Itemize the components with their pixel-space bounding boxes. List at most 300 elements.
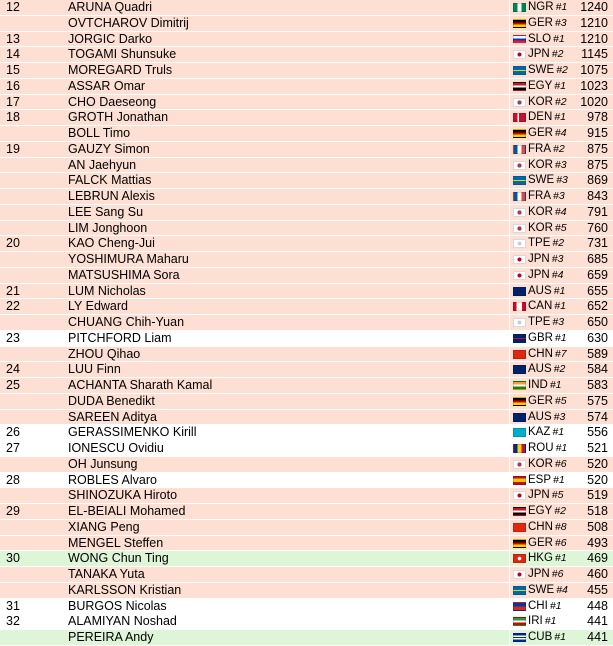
country-cell [513, 205, 579, 220]
player-name: ALAMIYAN Noshad [68, 614, 177, 629]
country-cell [513, 79, 579, 94]
kor-flag-icon [513, 224, 526, 233]
fra-flag-icon [513, 145, 526, 154]
country-code: CAN [528, 300, 553, 313]
cub-flag-icon [513, 633, 526, 642]
country-code: ESP [528, 473, 552, 486]
country-code: AUS [528, 363, 552, 376]
column-divider [509, 63, 510, 78]
country-cell [513, 16, 579, 31]
table-row [0, 63, 613, 79]
country-cell [513, 347, 579, 362]
country-code: CHN [528, 520, 553, 533]
column-divider [509, 599, 510, 614]
kor-flag-icon [513, 161, 526, 170]
points-cell: 521 [587, 441, 608, 455]
country-code: TPE [528, 237, 551, 250]
ger-flag-icon [513, 539, 526, 548]
table-row [0, 299, 613, 315]
player-name: BURGOS Nicolas [68, 598, 167, 613]
player-name: KAO Cheng-Jui [68, 236, 155, 251]
country-rank: #8 [554, 520, 567, 533]
country-cell [513, 268, 579, 283]
country-code: EGY [528, 505, 553, 517]
points-cell: 791 [587, 204, 608, 219]
table-row [0, 142, 613, 158]
country-cell [513, 126, 579, 141]
table-row [0, 394, 613, 410]
points-cell: 1145 [581, 47, 608, 62]
column-divider [509, 268, 510, 283]
player-name: FALCK Mattias [68, 173, 152, 188]
country-rank: #5 [551, 489, 564, 502]
country-cell [513, 630, 579, 645]
country-code: KOR [528, 158, 553, 171]
points-cell: 469 [587, 551, 608, 566]
player-name: LEBRUN Alexis [68, 189, 155, 203]
column-divider [509, 410, 510, 425]
country-rank: #1 [554, 552, 567, 565]
aus-flag-icon [513, 365, 526, 374]
column-divider [509, 504, 510, 519]
points-cell: 731 [587, 236, 608, 251]
player-name: MATSUSHIMA Sora [68, 267, 180, 282]
points-cell: 1075 [580, 63, 608, 77]
points-cell: 655 [587, 283, 608, 298]
rank-cell: 23 [6, 330, 20, 345]
table-row [0, 126, 613, 142]
points-cell: 583 [587, 378, 608, 392]
rank-cell: 32 [6, 614, 20, 629]
country-rank: #1 [553, 32, 565, 45]
points-cell: 460 [587, 567, 608, 581]
column-divider [509, 520, 510, 535]
player-name: XIANG Peng [68, 519, 140, 534]
country-code: GER [528, 536, 553, 549]
table-row [0, 583, 613, 599]
player-name: TOGAMI Shunsuke [68, 47, 177, 62]
country-code: JPN [528, 489, 550, 502]
column-divider [509, 32, 510, 47]
swe-flag-icon [513, 66, 526, 75]
country-cell [513, 425, 579, 440]
country-rank: #1 [549, 599, 562, 612]
kor-flag-icon [513, 98, 526, 107]
rank-cell: 15 [6, 63, 20, 77]
country-code: KAZ [528, 426, 551, 439]
country-rank: #5 [554, 394, 567, 407]
rank-cell: 16 [6, 78, 20, 93]
country-rank: #6 [554, 457, 567, 470]
column-divider [509, 126, 510, 141]
country-code: IRI [528, 615, 543, 628]
column-divider [509, 583, 510, 598]
rank-cell: 30 [6, 551, 20, 566]
country-rank: #1 [553, 473, 565, 486]
country-rank: #4 [554, 127, 567, 139]
country-cell [513, 473, 579, 488]
country-code: KOR [528, 221, 553, 234]
column-divider [509, 205, 510, 220]
country-cell [513, 0, 579, 15]
country-cell [513, 583, 579, 598]
points-cell: 493 [587, 535, 608, 550]
egy-flag-icon [513, 507, 526, 516]
country-rank: #2 [551, 48, 564, 61]
column-divider [509, 173, 510, 188]
ger-flag-icon [513, 19, 526, 28]
country-cell [513, 504, 579, 519]
player-name: SAREEN Aditya [68, 409, 157, 424]
country-code: ROU [528, 442, 554, 454]
country-code: DEN [528, 111, 553, 124]
player-name: SHINOZUKA Hiroto [68, 488, 178, 503]
country-rank: #5 [554, 221, 567, 234]
country-cell [513, 520, 579, 535]
table-row [0, 16, 613, 32]
player-name: ROBLES Alvaro [68, 472, 157, 487]
kor-flag-icon [513, 208, 526, 217]
table-row [0, 32, 613, 48]
column-divider [509, 315, 510, 330]
country-cell [513, 614, 579, 629]
points-cell: 1240 [580, 0, 608, 14]
country-rank: #2 [553, 142, 565, 155]
country-cell [513, 315, 579, 330]
country-rank: #1 [554, 79, 566, 92]
country-rank: #4 [551, 268, 564, 281]
country-cell [513, 567, 579, 582]
points-cell: 630 [587, 330, 608, 345]
jpn-flag-icon [513, 255, 526, 264]
den-flag-icon [513, 113, 526, 122]
country-rank: #1 [544, 615, 557, 628]
country-cell [513, 32, 579, 47]
table-row [0, 173, 613, 189]
table-row [0, 362, 613, 378]
country-cell [513, 110, 579, 125]
country-rank: #3 [552, 316, 565, 328]
points-cell: 574 [587, 409, 608, 424]
column-divider [509, 536, 510, 551]
rank-cell: 19 [6, 141, 20, 156]
jpn-flag-icon [513, 491, 526, 500]
rank-cell: 21 [6, 283, 20, 298]
kor-flag-icon [513, 460, 526, 469]
country-rank: #4 [554, 205, 567, 218]
points-cell: 520 [587, 472, 608, 487]
country-cell [513, 252, 579, 267]
ger-flag-icon [513, 129, 526, 138]
country-cell [513, 488, 579, 503]
country-cell [513, 536, 579, 551]
table-row [0, 504, 613, 520]
hkg-flag-icon [513, 554, 526, 563]
iri-flag-icon [513, 617, 526, 626]
country-rank: #1 [554, 631, 566, 643]
country-rank: #2 [556, 64, 568, 76]
aus-flag-icon [513, 413, 526, 422]
points-cell: 875 [587, 141, 608, 156]
ger-flag-icon [513, 397, 526, 406]
points-cell: 589 [587, 346, 608, 361]
ngr-flag-icon [513, 3, 526, 12]
country-cell [513, 95, 579, 110]
country-code: AUS [528, 284, 552, 297]
column-divider [509, 331, 510, 346]
country-rank: #1 [555, 442, 568, 454]
gbr-flag-icon [513, 334, 526, 343]
column-divider [509, 47, 510, 62]
table-row [0, 158, 613, 174]
points-cell: 584 [587, 362, 608, 377]
country-code: FRA [528, 190, 551, 202]
chn-flag-icon [513, 523, 526, 532]
country-code: KOR [528, 457, 553, 470]
rank-cell: 27 [6, 441, 20, 455]
country-cell [513, 410, 579, 425]
table-row [0, 221, 613, 237]
column-divider [509, 0, 510, 15]
player-name: GAUZY Simon [68, 141, 150, 156]
swe-flag-icon [513, 586, 526, 595]
player-name: LY Edward [68, 299, 128, 314]
table-row [0, 567, 613, 583]
points-cell: 518 [587, 504, 608, 518]
country-cell [513, 394, 579, 409]
column-divider [509, 236, 510, 251]
column-divider [509, 299, 510, 314]
table-row [0, 47, 613, 63]
country-rank: #1 [554, 331, 567, 344]
table-row [0, 520, 613, 536]
table-row [0, 284, 613, 300]
country-cell [513, 236, 579, 251]
tpe-flag-icon [513, 318, 526, 327]
player-name: IONESCU Ovidiu [68, 441, 164, 455]
points-cell: 520 [587, 456, 608, 471]
rank-cell: 18 [6, 110, 20, 125]
points-cell: 1020 [580, 94, 608, 109]
country-code: GER [528, 16, 553, 29]
table-row [0, 536, 613, 552]
points-cell: 448 [587, 598, 608, 613]
rank-cell: 31 [6, 598, 20, 613]
column-divider [509, 457, 510, 472]
table-row [0, 457, 613, 473]
points-cell: 519 [587, 488, 608, 503]
player-name: AN Jaehyun [68, 157, 137, 172]
points-cell: 685 [587, 252, 608, 266]
ind-flag-icon [513, 381, 526, 390]
rank-cell: 14 [6, 47, 20, 62]
column-divider [509, 252, 510, 267]
country-code: GER [528, 127, 553, 139]
player-name: ARUNA Quadri [68, 0, 153, 14]
player-name: YOSHIMURA Maharu [68, 252, 189, 266]
points-cell: 875 [587, 157, 608, 172]
rank-cell: 25 [6, 378, 20, 392]
player-name: LIM Jonghoon [68, 220, 148, 235]
points-cell: 915 [587, 126, 608, 140]
country-code: NGR [528, 1, 554, 13]
points-cell: 508 [587, 519, 608, 534]
country-code: HKG [528, 552, 553, 565]
country-rank: #2 [553, 363, 566, 376]
country-code: JPN [528, 48, 550, 61]
chi-flag-icon [513, 602, 526, 611]
column-divider [509, 110, 510, 125]
country-cell [513, 441, 579, 456]
country-rank: #3 [554, 16, 567, 29]
table-row [0, 189, 613, 205]
column-divider [509, 473, 510, 488]
country-code: CHN [528, 347, 553, 360]
egy-flag-icon [513, 82, 526, 91]
table-row [0, 315, 613, 331]
table-row [0, 252, 613, 268]
country-code: AUS [528, 410, 552, 423]
player-name: KARLSSON Kristian [68, 582, 182, 597]
column-divider [509, 630, 510, 645]
country-cell [513, 551, 579, 566]
table-row [0, 614, 613, 630]
table-row [0, 347, 613, 363]
table-row [0, 630, 613, 646]
rank-cell: 26 [6, 425, 20, 440]
points-cell: 441 [587, 614, 608, 629]
country-code: CHI [528, 599, 548, 612]
column-divider [509, 567, 510, 582]
column-divider [509, 394, 510, 409]
rank-cell: 28 [6, 472, 20, 487]
column-divider [509, 362, 510, 377]
rank-cell: 12 [6, 0, 20, 14]
country-rank: #1 [549, 379, 562, 391]
points-cell: 843 [587, 189, 608, 203]
rank-cell: 22 [6, 299, 20, 314]
column-divider [509, 614, 510, 629]
player-name: PEREIRA Andy [68, 630, 154, 644]
country-cell [513, 457, 579, 472]
country-code: CUB [528, 631, 553, 643]
rank-cell: 17 [6, 94, 20, 109]
points-cell: 1210 [580, 15, 608, 30]
table-row [0, 473, 613, 489]
player-name: TANAKA Yuta [68, 567, 145, 581]
player-name: EL-BEIALI Mohamed [68, 504, 186, 518]
country-code: KOR [528, 205, 553, 218]
country-rank: #1 [554, 111, 566, 124]
country-rank: #1 [553, 284, 566, 297]
table-row [0, 236, 613, 252]
column-divider [509, 441, 510, 456]
player-name: PITCHFORD Liam [68, 330, 172, 345]
country-cell [513, 173, 579, 188]
column-divider [509, 16, 510, 31]
column-divider [509, 347, 510, 362]
rank-cell: 29 [6, 504, 20, 518]
points-cell: 1023 [580, 78, 608, 93]
country-code: IND [528, 379, 548, 391]
country-rank: #4 [556, 583, 568, 596]
points-cell: 652 [587, 299, 608, 314]
country-rank: #3 [553, 410, 566, 423]
player-name: CHUANG Chih-Yuan [68, 315, 185, 329]
country-rank: #1 [552, 426, 565, 439]
jpn-flag-icon [513, 271, 526, 280]
country-code: SWE [528, 64, 555, 76]
country-rank: #6 [551, 568, 564, 580]
jpn-flag-icon [513, 50, 526, 59]
country-cell [513, 221, 579, 236]
player-name: MOREGARD Truls [68, 63, 173, 77]
country-cell [513, 158, 579, 173]
country-cell [513, 378, 579, 393]
fra-flag-icon [513, 192, 526, 201]
rank-cell: 20 [6, 236, 20, 251]
table-row [0, 331, 613, 347]
table-row [0, 425, 613, 441]
can-flag-icon [513, 302, 526, 311]
table-row [0, 551, 613, 567]
country-cell [513, 47, 579, 62]
country-rank: #7 [554, 347, 567, 360]
country-cell [513, 299, 579, 314]
column-divider [509, 488, 510, 503]
country-rank: #1 [554, 300, 566, 313]
jpn-flag-icon [513, 570, 526, 579]
player-name: GROTH Jonathan [68, 110, 169, 125]
table-row [0, 410, 613, 426]
points-cell: 441 [587, 630, 608, 644]
country-cell [513, 331, 579, 346]
country-code: SWE [528, 174, 555, 187]
points-cell: 575 [587, 393, 608, 408]
column-divider [509, 158, 510, 173]
table-row [0, 79, 613, 95]
table-row [0, 268, 613, 284]
esp-flag-icon [513, 476, 526, 485]
points-cell: 455 [587, 582, 608, 597]
country-rank: #3 [556, 174, 568, 187]
player-name: JORGIC Darko [68, 31, 153, 46]
rank-cell: 24 [6, 362, 20, 377]
table-row [0, 441, 613, 457]
country-code: EGY [528, 79, 553, 92]
slo-flag-icon [513, 35, 526, 44]
player-name: DUDA Benedikt [68, 393, 155, 408]
points-cell: 650 [587, 315, 608, 329]
player-name: OVTCHAROV Dimitrij [68, 15, 189, 30]
points-cell: 978 [587, 110, 608, 125]
country-rank: #1 [555, 1, 568, 13]
country-rank: #6 [554, 536, 567, 549]
column-divider [509, 142, 510, 157]
country-rank: #3 [554, 158, 567, 171]
column-divider [509, 221, 510, 236]
rou-flag-icon [513, 444, 526, 453]
player-name: ASSAR Omar [68, 78, 146, 93]
points-cell: 556 [587, 425, 608, 440]
player-name: LUM Nicholas [68, 283, 146, 298]
player-name: ZHOU Qihao [68, 346, 141, 361]
country-cell [513, 599, 579, 614]
country-code: KOR [528, 95, 553, 108]
kaz-flag-icon [513, 428, 526, 437]
country-code: JPN [528, 568, 550, 580]
swe-flag-icon [513, 176, 526, 185]
